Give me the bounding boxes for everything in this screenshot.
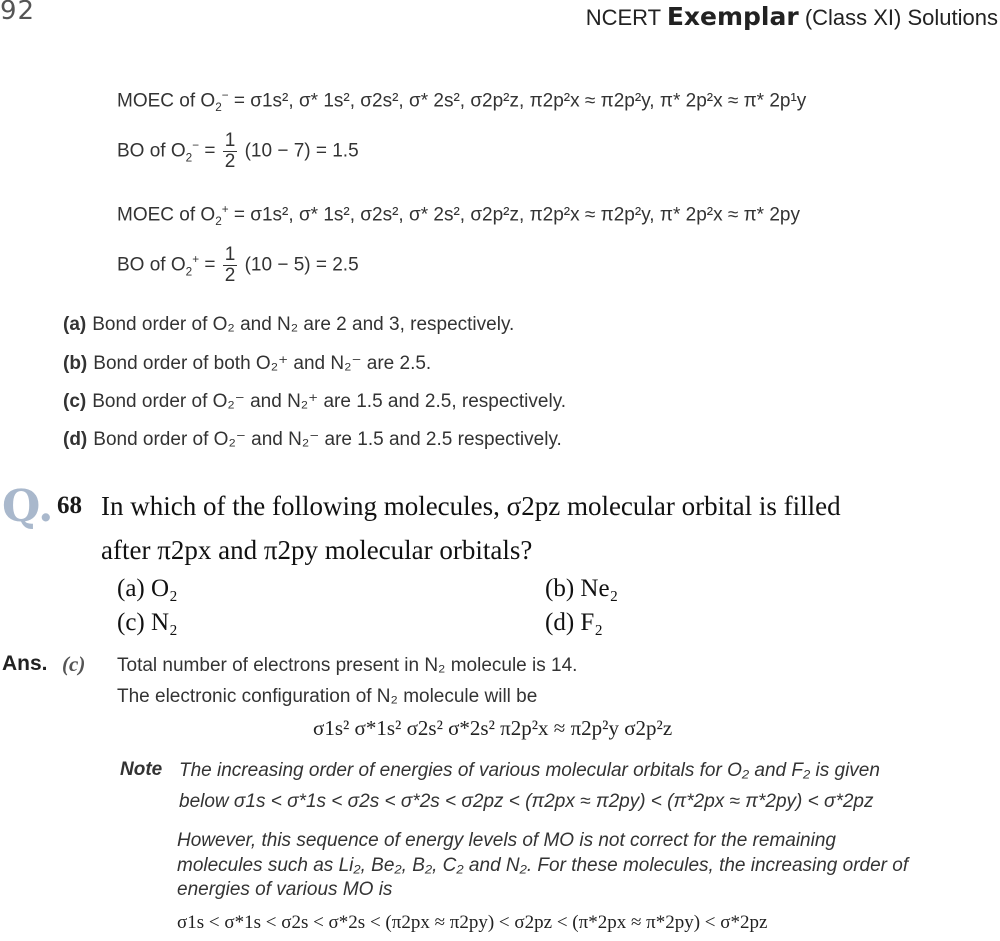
page-number: 92 [0,0,36,26]
running-header [586,2,998,31]
note-energy-order: σ1s < σ*1s < σ2s < σ*2s < (π2px ≈ π2py) < σ2pz < (π*2px ≈ π*2py) < σ*2pz [177,912,768,933]
fraction-numerator: 1 [224,244,236,265]
answer-choice: (c) [62,652,86,676]
bo-o2-plus-line: BO of $O_2^+$ = $\frac{1}{2}$ (10 − 5) = 2.5 [117,244,359,286]
prev-option-b [63,352,431,375]
fraction-denominator: 2 [224,265,236,286]
option-text: F₂ [580,609,604,636]
option-label: (a) [63,314,87,335]
option-label: (d) [63,429,88,450]
bo-o2-minus-line: BO of $O_2^-$ = $\frac{1}{2}$ (10 − 7) = 1.5 [117,130,359,172]
note-line-3: However, this sequence of energy levels of MO is not correct for the remaining [177,830,836,851]
option-label: (a) [117,575,145,602]
answer-label: Ans. [2,652,48,675]
question-line-1: In which of the following molecules, σ2pz molecular orbital is filled [101,491,841,521]
moec-o2-plus-line: MOEC of $O_2^+ = \sigma 1s^2$, σ* 1s², σ2s², σ* 2s², σ2p²z, π2p²x ≈ π2p²y, π* 2p²x ≈ π* 2py [117,203,800,229]
question-number: 68 [57,492,82,519]
book-prefix: NCERT [585,5,661,30]
book-suffix: (Class XI) Solutions [804,5,998,30]
option-label: (b) [545,575,575,602]
answer-line-2: The electronic configuration of N₂ molecule will be [117,686,538,707]
question-mark-logo: Q. [2,481,54,532]
answer-line-1: Total number of electrons present in N₂ molecule is 14. [117,655,578,676]
moec-config: = σ1s², σ* 1s², σ2s², σ* 2s², σ2p²z, π2p²x ≈ π2p²y, π* 2p²x ≈ π* 2p¹y [233,90,807,112]
option-label: (c) [117,609,145,636]
option-text: Bond order of O₂⁻ and N₂⁺ are 1.5 and 2.5, respectively. [92,391,567,412]
option-label: (c) [63,391,87,412]
note-line-5: energies of various MO is [177,879,393,900]
option-label: (b) [63,353,88,374]
option-label: (d) [545,609,575,636]
moec-plus-label: MOEC of O [117,204,216,226]
question-option-d [545,609,603,637]
note-label: Note [120,759,163,780]
option-text: O₂ [151,575,178,602]
option-text: N₂ [151,609,178,636]
moec-o2-minus-line: MOEC of $O_2^- = \sigma 1s^2$, σ* 1s², σ2s², σ* 2s², σ2p²z, π2p²x ≈ π2p²y, π* 2p²x ≈ π* 2p¹y [117,89,807,115]
option-text: Bond order of both O₂⁺ and N₂⁻ are 2.5. [93,353,432,374]
question-line-2: after π2px and π2py molecular orbitals? [101,535,533,565]
fraction [223,131,238,172]
option-text: Bond order of O₂⁻ and N₂⁻ are 1.5 and 2.5 respectively. [93,429,562,450]
option-text: Bond order of O₂ and N₂ are 2 and 3, respectively. [92,314,515,335]
option-text: Ne₂ [580,575,619,602]
question-option-a [117,575,178,603]
prev-option-a [63,314,514,336]
bo-plus-expr: (10 − 5) = 2.5 [244,254,359,276]
prev-option-c [63,390,566,413]
n2-configuration: σ1s² σ*1s² σ2s² σ*2s² π2p²x ≈ π2p²y σ2p²z [313,716,673,740]
moec-label: MOEC of O [117,90,216,112]
fraction [223,245,238,286]
fraction-denominator: 2 [224,151,236,172]
question-option-c [117,609,178,637]
fraction-numerator: 1 [224,130,236,151]
bo-expr: (10 − 7) = 1.5 [244,140,359,162]
bo-label: BO of O [117,140,186,162]
note-line-4: molecules such as Li₂, Be₂, B₂, C₂ and N₂. For these molecules, the increasing order of [177,855,909,876]
note-line-1: The increasing order of energies of various molecular orbitals for O₂ and F₂ is given [179,760,880,781]
question-option-b [545,575,618,603]
note-line-2: below σ1s < σ*1s < σ2s < σ*2s < σ2pz < (π2px ≈ π2py) < (π*2px ≈ π*2py) < σ*2pz [179,791,874,812]
prev-option-d [63,428,562,451]
book-title-bold: Exemplar [666,2,799,31]
moec-plus-config: = σ1s², σ* 1s², σ2s², σ* 2s², σ2p²z, π2p²x ≈ π2p²y, π* 2p²x ≈ π* 2py [233,204,800,226]
bo-plus-label: BO of O [117,254,186,276]
